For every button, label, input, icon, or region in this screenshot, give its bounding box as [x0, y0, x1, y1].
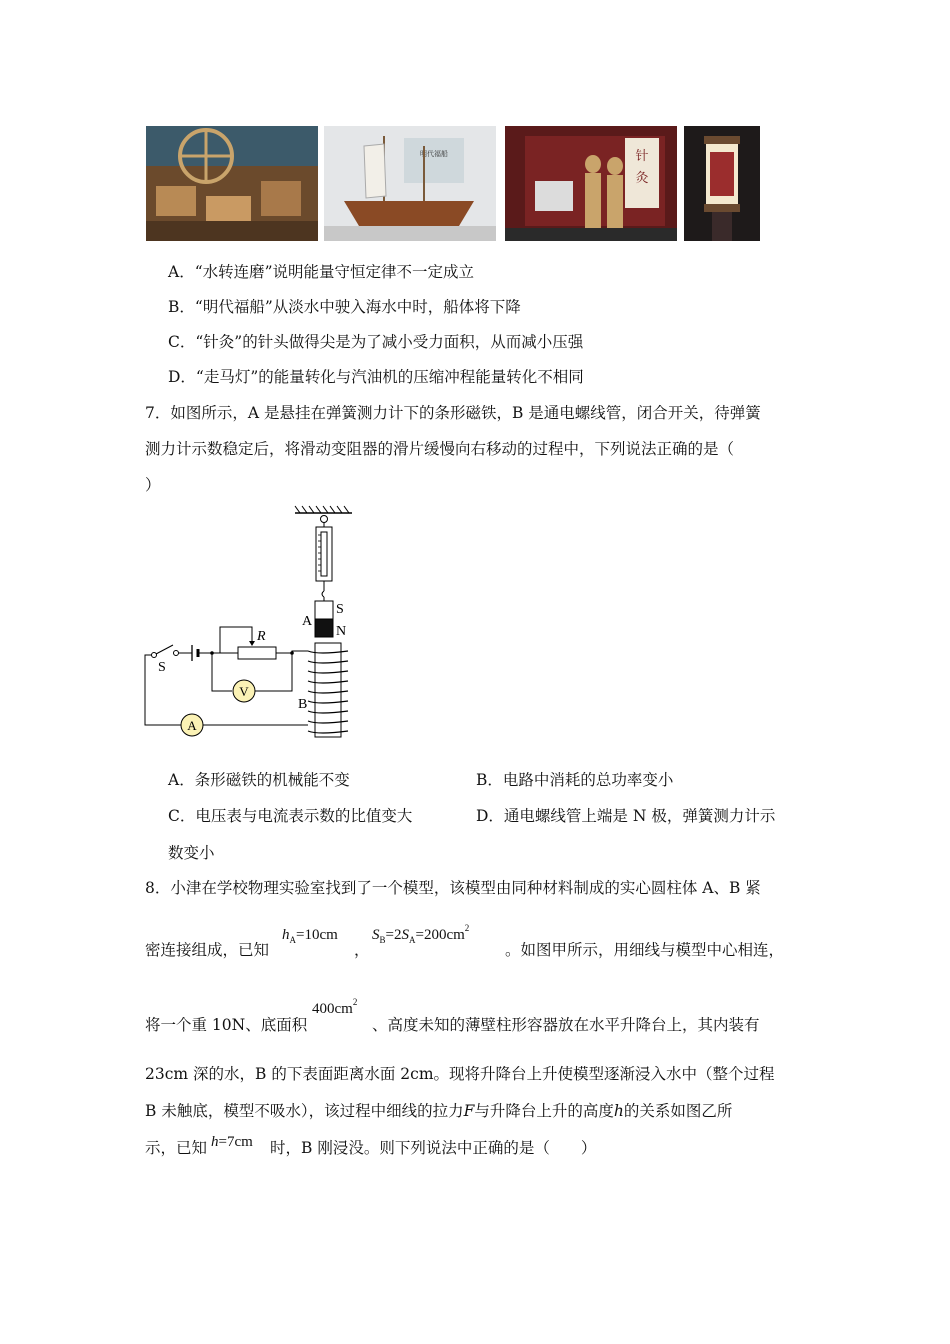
- q7-stem-line3: ）: [145, 476, 161, 494]
- q8-stem-line2c: 。如图甲所示，用细线与模型中心相连，: [505, 941, 785, 959]
- label-magnet-a: A: [302, 614, 313, 629]
- q8-stem-line5: B 未触底，模型不吸水），该过程中细线的拉力F与升降台上升的高度h的关系如图乙所: [145, 1102, 733, 1120]
- photo-acupuncture: [505, 126, 677, 241]
- rheostat-r: [238, 647, 276, 659]
- label-n-pole: N: [336, 624, 347, 639]
- photo-revolving-lantern: [684, 126, 760, 241]
- q8-stem-line6a: 示，已知: [145, 1139, 208, 1157]
- q7-option-a: A．条形磁铁的机械能不变: [168, 771, 350, 789]
- q7-stem-line1: 7．如图所示，A 是悬挂在弹簧测力计下的条形磁铁，B 是通电螺线管，闭合开关，待弹簧: [145, 404, 761, 422]
- q7-circuit-figure: [140, 505, 360, 750]
- q8-stem-line3a: 将一个重 10N、底面积: [145, 1016, 308, 1034]
- label-voltmeter: V: [239, 684, 249, 699]
- q7-option-b: B．电路中消耗的总功率变小: [476, 771, 674, 789]
- label-solenoid-b: B: [298, 697, 308, 712]
- magnet-n-pole: [315, 619, 333, 637]
- ship-plaque: 明代福船: [420, 150, 448, 158]
- q8-stem-line6b: 时，B 刚浸没。则下列说法中正确的是（ ）: [270, 1139, 597, 1157]
- photo-water-mill: [146, 126, 318, 241]
- formula-ha: $h_A=10cm$: [282, 927, 338, 945]
- switch-s: [156, 645, 173, 654]
- formula-h: h=7cm: [211, 1134, 253, 1150]
- label-switch-s: S: [158, 660, 166, 675]
- q6-option-b: B．“明代福船”从淡水中驶入海水中时，船体将下降: [168, 298, 521, 316]
- banner-char-2: 灸: [635, 171, 649, 186]
- q8-stem-line2b: ，: [354, 941, 370, 959]
- q6-option-c: C．“针灸”的针头做得尖是为了减小受力面积，从而减小压强: [168, 333, 584, 351]
- photo-ming-ship: [324, 126, 496, 241]
- q6-option-a: A．“水转连磨”说明能量守恒定律不一定成立: [168, 263, 475, 281]
- q8-stem-line3b: 、高度未知的薄壁柱形容器放在水平升降台上，其内装有: [372, 1016, 760, 1034]
- q8-stem-line1: 8．小津在学校物理实验室找到了一个模型，该模型由同种材料制成的实心圆柱体 A、B 紧: [145, 879, 761, 897]
- label-rheostat-r: R: [257, 629, 266, 644]
- q8-stem-line2a: 密连接组成，已知: [145, 941, 270, 959]
- label-ammeter: A: [187, 718, 197, 733]
- magnet-s-pole: [315, 601, 333, 619]
- q7-option-d: D．通电螺线管上端是 N 极，弹簧测力计示: [476, 807, 776, 825]
- q7-option-c: C．电压表与电流表示数的比值变大: [168, 807, 413, 825]
- banner-char-1: 针: [635, 149, 649, 164]
- q8-stem-line4: 23cm 深的水，B 的下表面距离水面 2cm。现将升降台上升使模型逐渐浸入水中（整个过程: [145, 1065, 775, 1083]
- q7-stem-line2: 测力计示数稳定后，将滑动变阻器的滑片缓慢向右移动的过程中，下列说法正确的是（: [145, 440, 735, 458]
- formula-sb: $S_B=2S_A=200cm^2$: [372, 923, 470, 945]
- q6-option-d: D．“走马灯”的能量转化与汽油机的压缩冲程能量转化不相同: [168, 368, 584, 386]
- formula-area: $400cm^2$: [312, 997, 358, 1017]
- q7-option-d-cont: 数变小: [168, 844, 215, 862]
- label-s-pole: S: [336, 602, 344, 617]
